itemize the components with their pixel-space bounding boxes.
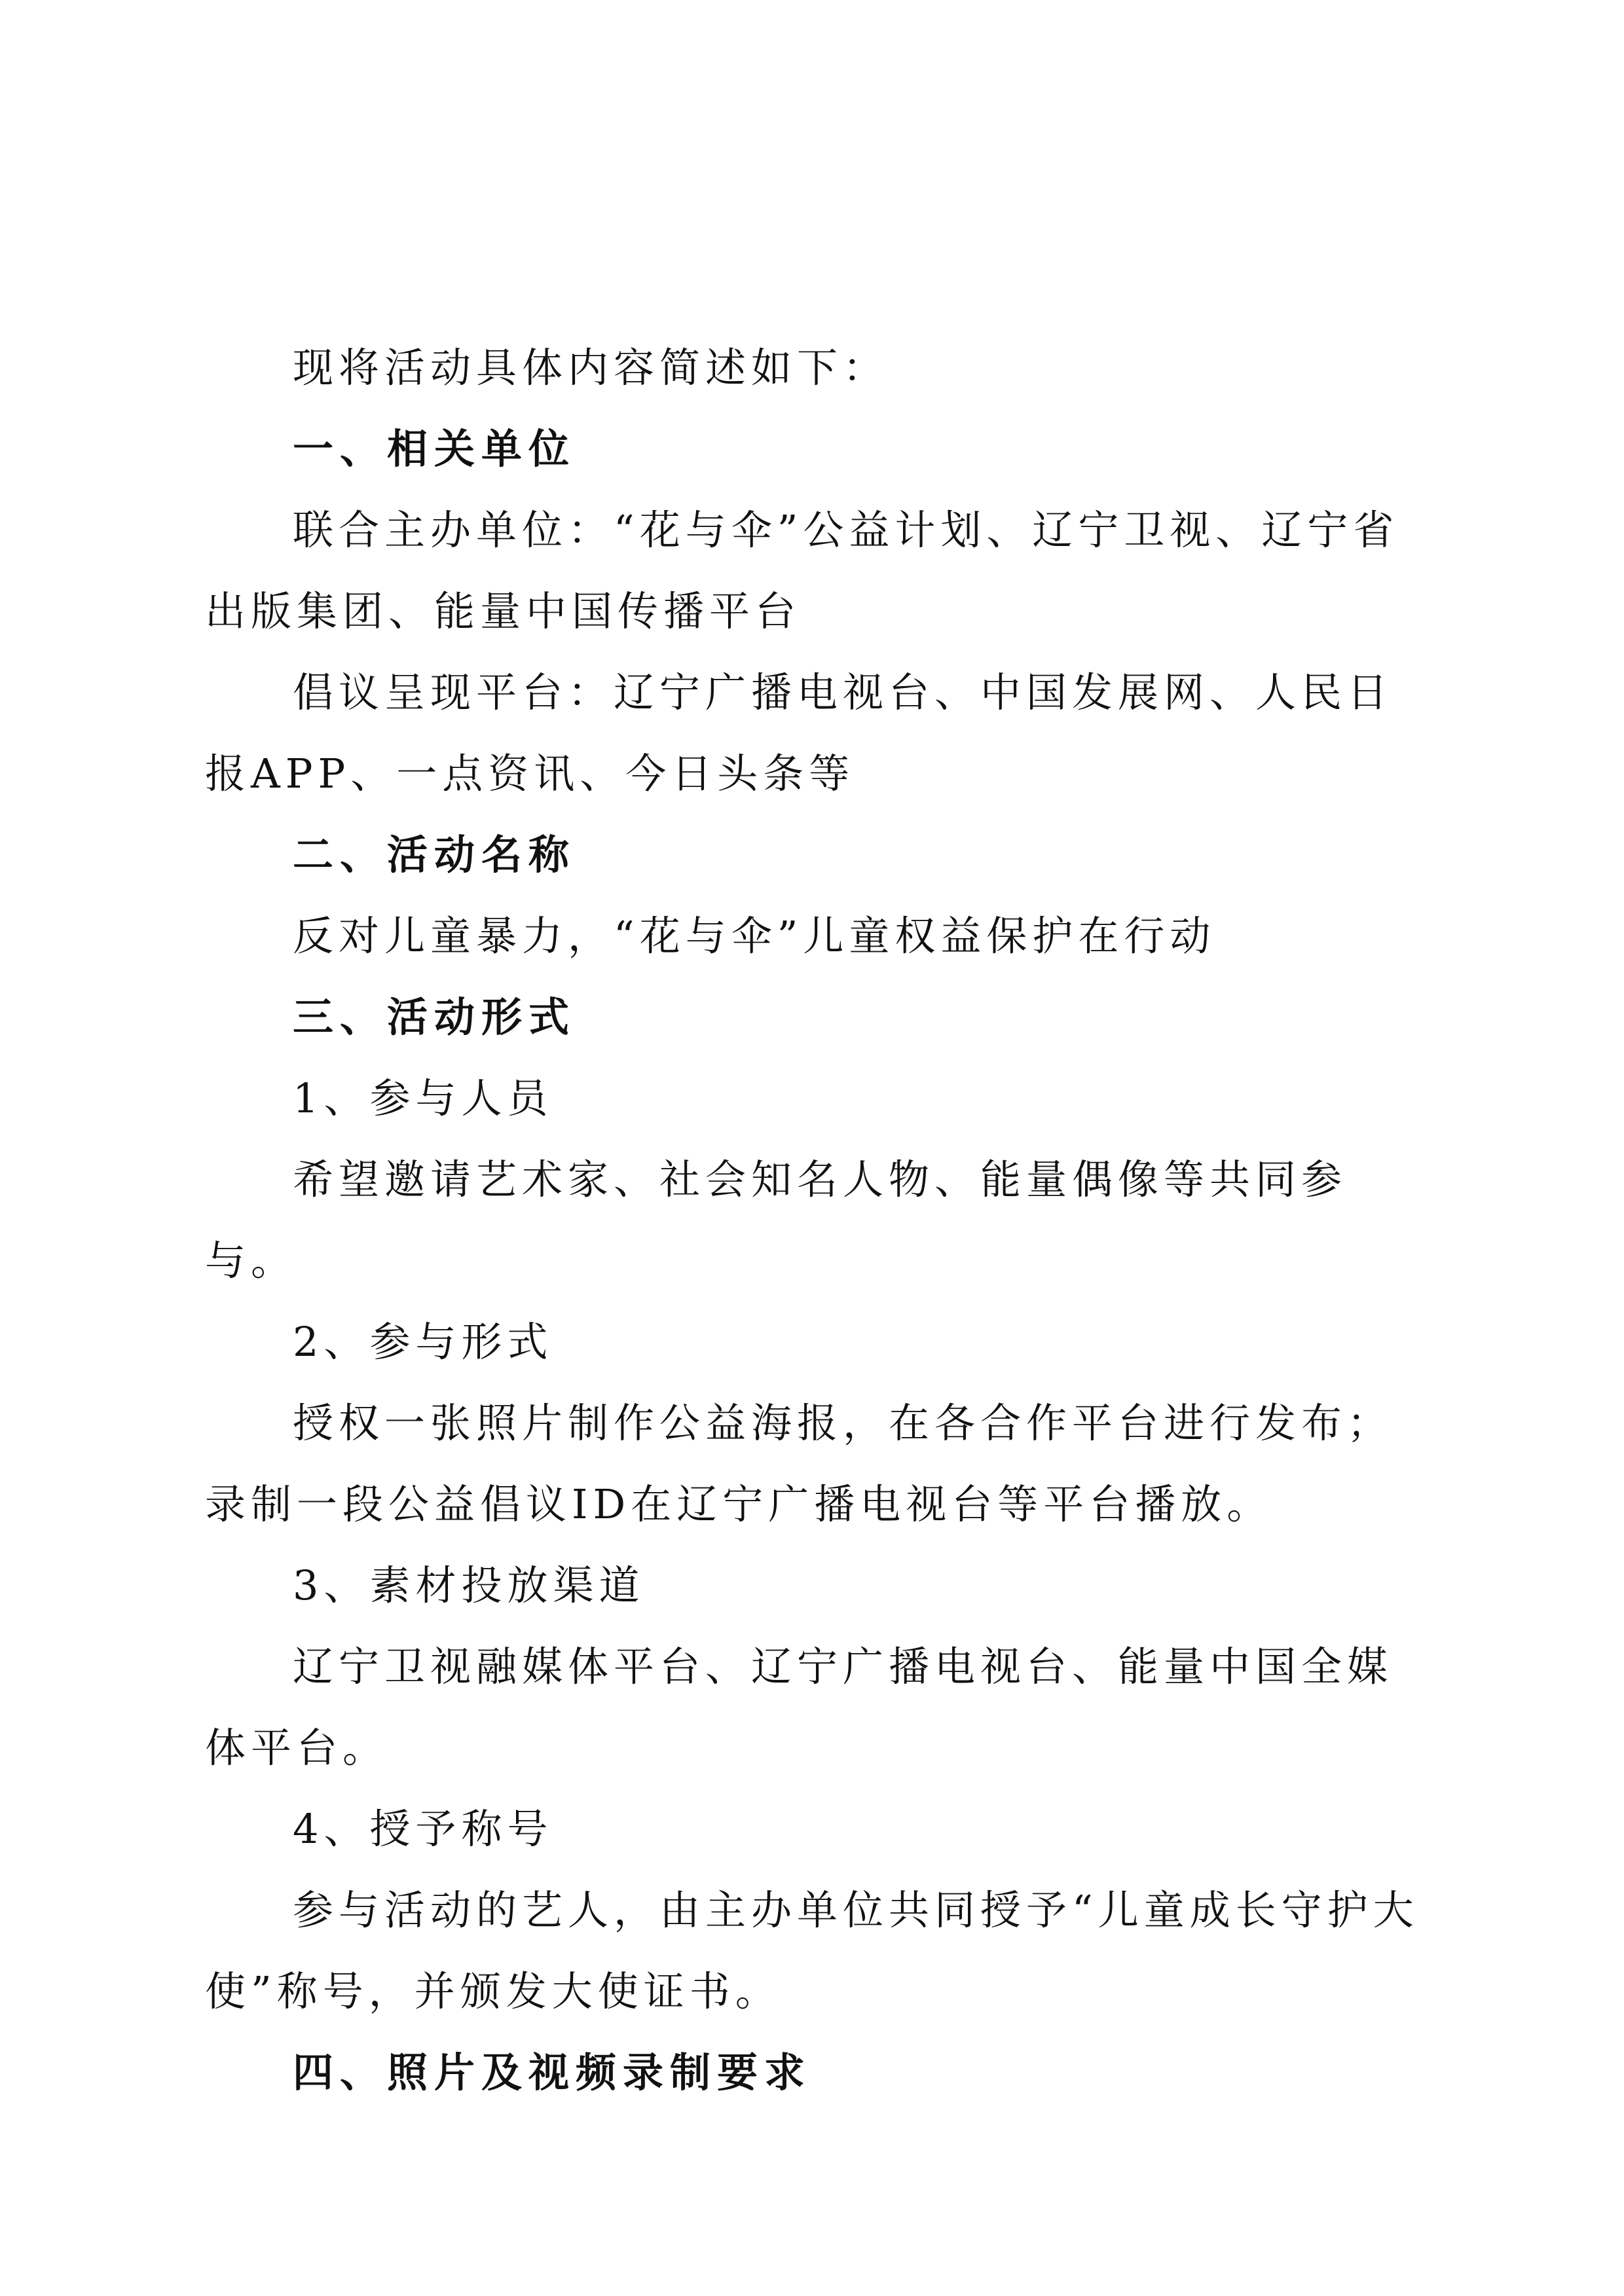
distribution-channels-paragraph: 辽宁卫视融媒体平台、辽宁广播电视台、能量中国全媒体平台。 bbox=[205, 1643, 1393, 1772]
honorary-title-paragraph: 参与活动的艺人，由主办单位共同授予“儿童成长守护大使”称号，并颁发大使证书。 bbox=[205, 1886, 1419, 2015]
organizers-paragraph: 联合主办单位：“花与伞”公益计划、辽宁卫视、辽宁省出版集团、能量中国传播平台 bbox=[205, 506, 1399, 635]
intro-paragraph: 现将活动具体内容简述如下： bbox=[293, 344, 889, 392]
section-heading-related-units: 一、相关单位 bbox=[293, 425, 576, 473]
participation-form-paragraph: 授权一张照片制作公益海报，在各合作平台进行发布；录制一段公益倡议ID在辽宁广播电视台等平台播放。 bbox=[205, 1399, 1393, 1528]
section-heading-activity-form: 三、活动形式 bbox=[293, 993, 576, 1041]
subheading-distribution-channels: 3、素材投放渠道 bbox=[293, 1561, 645, 1609]
document-body bbox=[205, 327, 1424, 2113]
section-heading-recording-requirements: 四、照片及视频录制要求 bbox=[293, 2049, 812, 2096]
subheading-honorary-title: 4、授予称号 bbox=[293, 1805, 553, 1853]
subheading-participation-form: 2、参与形式 bbox=[293, 1318, 553, 1366]
participants-paragraph: 希望邀请艺术家、社会知名人物、能量偶像等共同参与。 bbox=[205, 1156, 1348, 1285]
activity-name-paragraph: 反对儿童暴力，“花与伞”儿童权益保护在行动 bbox=[293, 912, 1216, 960]
platforms-paragraph: 倡议呈现平台：辽宁广播电视台、中国发展网、人民日报APP、一点资讯、今日头条等 bbox=[205, 668, 1393, 797]
section-heading-activity-name: 二、活动名称 bbox=[293, 831, 576, 879]
subheading-participants: 1、参与人员 bbox=[293, 1074, 553, 1122]
